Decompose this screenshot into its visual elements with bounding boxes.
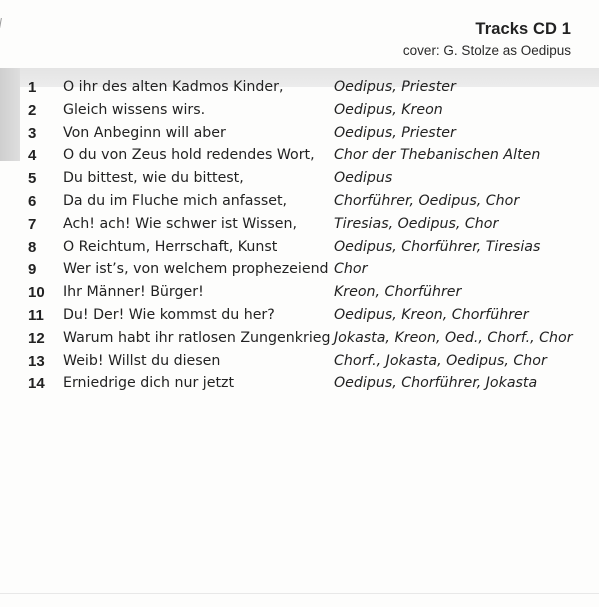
track-title: Warum habt ihr ratlosen Zungenkrieg (63, 329, 331, 346)
track-title: Weib! Willst du diesen (63, 352, 221, 369)
track-row (28, 330, 588, 353)
track-title: Von Anbeginn will aber (63, 124, 226, 141)
corner-mark (0, 18, 6, 28)
track-roles: Oedipus (334, 170, 393, 187)
track-row (28, 79, 588, 102)
side-accent-bar (0, 68, 20, 161)
track-number: 11 (28, 306, 44, 324)
track-title: Du bittest, wie du bittest, (63, 170, 244, 187)
track-number: 8 (28, 238, 37, 256)
track-row (28, 307, 588, 330)
track-roles: Chor (334, 261, 368, 278)
track-number: 14 (28, 375, 45, 393)
track-title: Ach! ach! Wie schwer ist Wissen, (63, 215, 297, 232)
track-title: O ihr des alten Kadmos Kinder, (63, 79, 284, 95)
track-number: 3 (28, 124, 37, 142)
track-title: Ihr Männer! Bürger! (63, 284, 204, 301)
track-number: 12 (28, 329, 45, 347)
track-roles: Chorführer, Oedipus, Chor (334, 192, 520, 209)
track-row (28, 102, 588, 125)
track-number: 6 (28, 192, 37, 210)
track-row (28, 375, 588, 398)
track-number: 4 (28, 147, 37, 165)
page-title: Tracks CD 1 (475, 20, 571, 38)
track-roles: Jokasta, Kreon, Oed., Chorf., Chor (334, 329, 573, 346)
track-number: 9 (28, 261, 37, 279)
track-roles: Chor der Thebanischen Alten (334, 147, 541, 164)
track-row (28, 170, 588, 193)
track-title: O du von Zeus hold redendes Wort, (63, 147, 315, 164)
track-title: O Reichtum, Herrschaft, Kunst (63, 238, 278, 255)
track-title: Da du im Fluche mich anfasset, (63, 192, 288, 209)
track-title: Erniedrige dich nur jetzt (63, 375, 235, 392)
track-roles: Oedipus, Chorführer, Tiresias (334, 238, 541, 255)
track-roles: Oedipus, Chorführer, Jokasta (334, 375, 538, 392)
bottom-edge (0, 593, 599, 594)
track-roles: Oedipus, Priester (334, 79, 456, 95)
track-row (28, 353, 588, 376)
track-number: 2 (28, 101, 37, 119)
track-roles: Oedipus, Kreon, Chorführer (334, 306, 529, 323)
track-roles: Chorf., Jokasta, Oedipus, Chor (334, 352, 547, 369)
track-row (28, 147, 588, 170)
track-roles: Tiresias, Oedipus, Chor (334, 215, 499, 232)
track-title: Du! Der! Wie kommst du her? (63, 306, 275, 323)
track-row (28, 284, 588, 307)
track-roles: Kreon, Chorführer (334, 284, 462, 301)
track-number: 10 (28, 284, 45, 302)
track-number: 5 (28, 170, 37, 188)
track-row (28, 261, 588, 284)
track-row (28, 239, 588, 262)
track-number: 13 (28, 352, 45, 370)
track-title: Gleich wissens wirs. (63, 101, 206, 118)
track-row (28, 193, 588, 216)
track-row (28, 125, 588, 148)
track-roles: Oedipus, Kreon (334, 101, 443, 118)
track-row (28, 216, 588, 239)
track-title: Wer ist’s, von welchem prophezeiend (63, 261, 329, 278)
cover-credit: cover: G. Stolze as Oedipus (402, 43, 571, 58)
track-number: 1 (28, 79, 37, 96)
track-roles: Oedipus, Priester (334, 124, 456, 141)
track-number: 7 (28, 215, 37, 233)
track-list (28, 79, 588, 398)
